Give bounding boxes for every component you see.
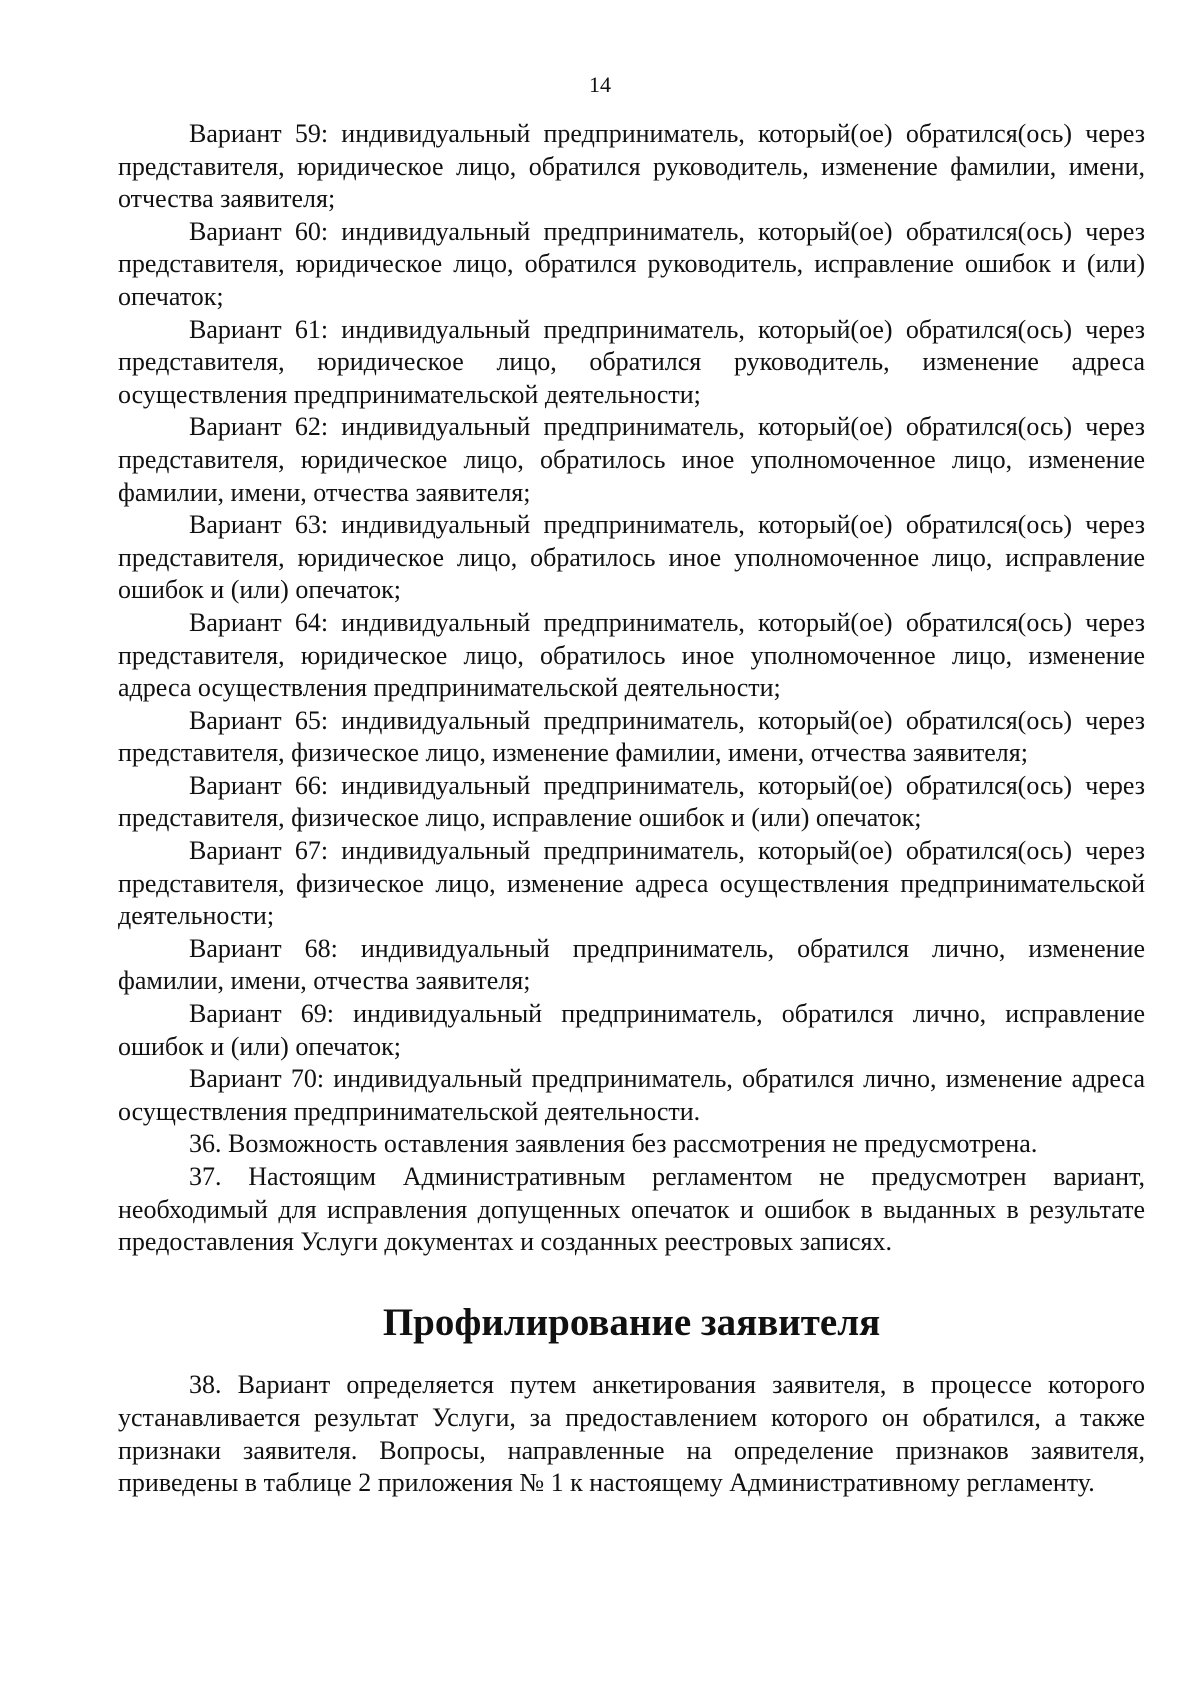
variant-62-paragraph: Вариант 62: индивидуальный предприниматель, который(ое) обратился(ось) через представителя, юридическое лицо, обратилось иное уполномоченное лицо, изменение фамилии, имени, отчества заявителя; — [118, 412, 1145, 507]
variant-69-paragraph: Вариант 69: индивидуальный предприниматель, обратился лично, исправление ошибок и (или) опечаток; — [118, 999, 1145, 1061]
variant-68-paragraph: Вариант 68: индивидуальный предприниматель, обратился лично, изменение фамилии, имени, отчества заявителя; — [118, 933, 1145, 996]
section-heading: Профилирование заявителя — [382, 1300, 881, 1344]
clause-36-paragraph: 36. Возможность оставления заявления без рассмотрения не предусмотрена. — [189, 1129, 1038, 1159]
variant-61-paragraph: Вариант 61: индивидуальный предприниматель, который(ое) обратился(ось) через представителя, юридическое лицо, обратился руководитель, изменение адреса осуществления предпринимательской деятельности; — [118, 314, 1145, 409]
clause-37-paragraph: 37. Настоящим Административным регламентом не предусмотрен вариант, необходимый для исправления допущенных опечаток и ошибок в выданных в результате предоставления Услуги документах и созданных реестровых записях. — [118, 1162, 1145, 1257]
variant-70-paragraph: Вариант 70: индивидуальный предприниматель, обратился лично, изменение адреса осуществления предпринимательской деятельности. — [118, 1064, 1145, 1126]
page-number: 14 — [589, 72, 611, 97]
variant-63-paragraph: Вариант 63: индивидуальный предприниматель, который(ое) обратился(ось) через представителя, юридическое лицо, обратилось иное уполномоченное лицо, исправление ошибок и (или) опечаток; — [118, 510, 1145, 605]
document-body — [118, 118, 1145, 1500]
variant-60-paragraph: Вариант 60: индивидуальный предприниматель, который(ое) обратился(ось) через представителя, юридическое лицо, обратился руководитель, исправление ошибок и (или) опечаток; — [118, 216, 1145, 311]
variant-66-paragraph: Вариант 66: индивидуальный предприниматель, который(ое) обратился(ось) через представителя, физическое лицо, исправление ошибок и (или) опечаток; — [118, 770, 1145, 833]
clause-38-paragraph: 38. Вариант определяется путем анкетирования заявителя, в процессе которого устанавливается результат Услуги, за предоставлением которого он обратился, а также признаки заявителя. Вопросы, направленные на определение признаков заявителя, приведены в таблице 2 приложения № 1 к настоящему Административному регламенту. — [118, 1370, 1145, 1498]
variant-67-paragraph: Вариант 67: индивидуальный предприниматель, который(ое) обратился(ось) через представителя, физическое лицо, изменение адреса осуществления предпринимательской деятельности; — [118, 836, 1145, 931]
variant-64-paragraph: Вариант 64: индивидуальный предприниматель, который(ое) обратился(ось) через представителя, юридическое лицо, обратилось иное уполномоченное лицо, изменение адреса осуществления предпринимательской деятельности; — [118, 607, 1145, 703]
variant-65-paragraph: Вариант 65: индивидуальный предприниматель, который(ое) обратился(ось) через представителя, физическое лицо, изменение фамилии, имени, отчества заявителя; — [118, 705, 1145, 768]
variant-59-paragraph: Вариант 59: индивидуальный предприниматель, который(ое) обратился(ось) через представителя, юридическое лицо, обратился руководитель, изменение фамилии, имени, отчества заявителя; — [118, 119, 1145, 214]
